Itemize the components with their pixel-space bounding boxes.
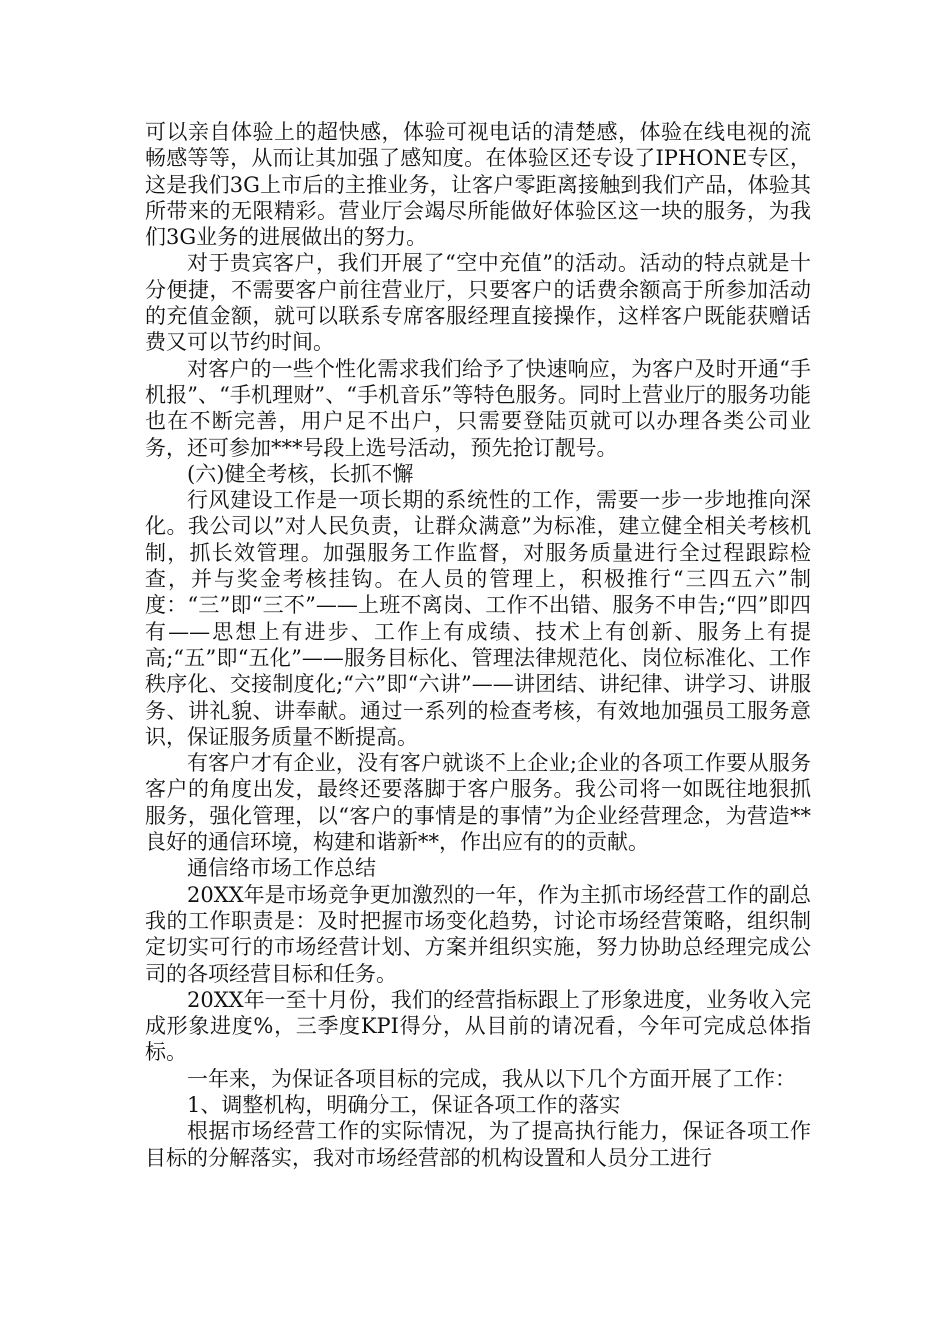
paragraph-kpi-progress: 20XX年一至十月份，我们的经营指标跟上了形象进度，业务收入完成形象进度%，三季度KPI得分，从目前的请况看，今年可完成总体指标。 (145, 987, 811, 1065)
paragraph-organization-adjustment: 根据市场经营工作的实际情况，为了提高执行能力，保证各项工作目标的分解落实，我对市场经营部的机构设置和人员分工进行 (145, 1119, 811, 1170)
paragraph-vip-recharge: 对于贵宾客户，我们开展了“空中充值”的活动。活动的特点就是十分便捷，不需要客户前往营业厅，只要客户的话费余额高于所参加活动的充值金额，就可以联系专席客服经理直接操作，这样客户既能获赠话费又可以节约时间。 (145, 251, 811, 355)
paragraph-personalized-services: 对客户的一些个性化需求我们给予了快速响应，为客户及时开通“手机报”、“手机理财”、“手机音乐”等特色服务。同时上营业厅的服务功能也在不断完善，用户足不出户，只需要登陆页就可以办理各类公司业务，还可参加***号段上选号活动，预先抢订靓号。 (145, 356, 811, 460)
document-body (145, 119, 811, 1171)
document-subtitle: 通信络市场工作总结 (187, 856, 376, 881)
paragraph-experience-zone: 可以亲自体验上的超快感，体验可视电话的清楚感，体验在线电视的流畅感等等，从而让其加强了感知度。在体验区还专设了IPHONE专区，这是我们3G上市后的主推业务，让客户零距离接触到我们产品，体验其所带来的无限精彩。营业厅会竭尽所能做好体验区这一块的服务，为我们3G业务的进展做出的努力。 (145, 120, 811, 250)
section-heading-assessment: (六)健全考核，长抓不懈 (187, 461, 414, 486)
section-heading-organization: 1、调整机构，明确分工，保证各项工作的落实 (187, 1092, 621, 1117)
paragraph-assessment-system: 行风建设工作是一项长期的系统性的工作，需要一步一步地推向深化。我公司以”对人民负责，让群众满意”为标准，建立健全相关考核机制，抓长效管理。加强服务工作监督，对服务质量进行全过程跟踪检查，并与奖金考核挂钩。在人员的管理上，积极推行“三四五六”制度：“三”即“三不”——上班不离岗、工作不出错、服务不申告;“四”即四有——思想上有进步、工作上有成绩、技术上有创新、服务上有提高;“五”即“五化”——服务目标化、管理法律规范化、岗位标准化、工作秩序化、交接制度化;“六”即“六讲”——讲团结、讲纪律、讲学习、讲服务、讲礼貌、讲奉献。通过一系列的检查考核，有效地加强员工服务意识，保证服务质量不断提高。 (145, 488, 811, 749)
paragraph-work-aspects: 一年来，为保证各项目标的完成，我从以下几个方面开展了工作： (187, 1066, 796, 1091)
paragraph-customer-service: 有客户才有企业，没有客户就谈不上企业;企业的各项工作要从服务客户的角度出发，最终还要落脚于客户服务。我公司将一如既往地狠抓服务，强化管理，以“客户的事情是的事情”为企业经营理念，为营造**良好的通信环境，构建和谐新**，作出应有的的贡献。 (145, 751, 811, 855)
paragraph-market-competition: 20XX年是市场竞争更加激烈的一年，作为主抓市场经营工作的副总我的工作职责是：及时把握市场变化趋势，讨论市场经营策略，组织制定切实可行的市场经营计划、方案并组织实施，努力协助总经理完成公司的各项经营目标和任务。 (145, 882, 811, 986)
